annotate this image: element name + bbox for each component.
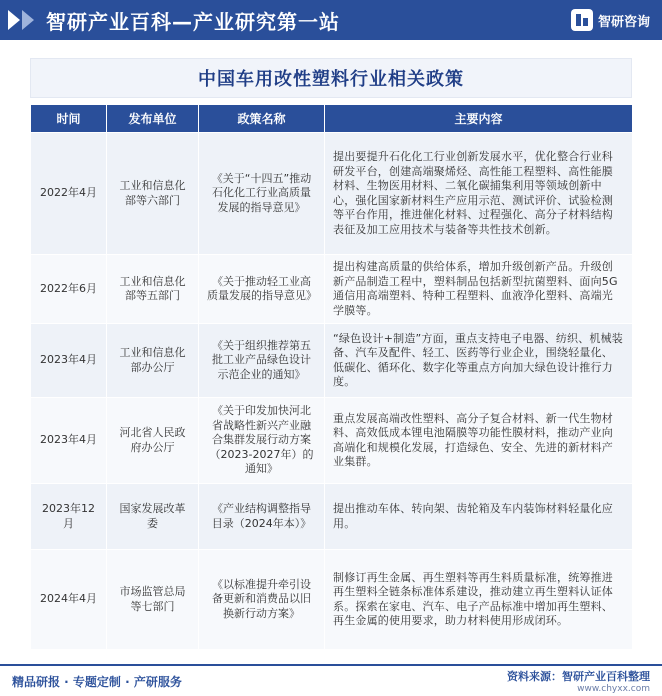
brand-logo[interactable] — [571, 9, 650, 31]
page-footer — [0, 664, 662, 696]
cell-issuer: 工业和信息化部等六部门 — [107, 133, 199, 255]
cell-policy: 《产业结构调整指导目录（2024年本）》 — [199, 484, 325, 550]
cell-issuer: 市场监管总局等七部门 — [107, 550, 199, 650]
footer-url[interactable]: www.chyxx.com — [577, 684, 650, 694]
column-header-content: 主要内容 — [325, 105, 633, 133]
cell-time: 2022年4月 — [31, 133, 107, 255]
cell-time: 2023年12月 — [31, 484, 107, 550]
footer-source-block — [507, 668, 650, 694]
footer-services: 精品研报 · 专题定制 · 产研服务 — [12, 674, 182, 689]
cell-issuer: 工业和信息化部等五部门 — [107, 255, 199, 324]
cell-issuer: 河北省人民政府办公厅 — [107, 398, 199, 484]
cell-time: 2024年4月 — [31, 550, 107, 650]
site-title: 智研产业百科—产业研究第一站 — [46, 9, 340, 34]
cell-content: 制修订再生金属、再生塑料等再生料质量标准，统筹推进再生塑料全链条标准体系建设，推动建立再生塑料认证体系。探索在家电、汽车、电子产品标准中增加再生塑料、再生金属的使用要求，助力材料使用形成闭环。 — [325, 550, 633, 650]
cell-content: 重点发展高端改性塑料、高分子复合材料、新一代生物材料、高效低成本锂电池隔膜等功能性膜材料，推动产业向高端化和规模化发展，打造绿色、安全、先进的新材料产业集群。 — [325, 398, 633, 484]
cell-time: 2023年4月 — [31, 398, 107, 484]
table-row — [31, 324, 633, 398]
policy-table — [30, 104, 633, 650]
cell-content: 提出要提升石化化工行业创新发展水平，优化整合行业科研发平台，创建高端聚烯烃、高性能工程塑料、高性能膜材料、生物医用材料、二氧化碳捕集利用等领域创新中心，强化国家新材料生产应用示范、测试评价、试验检测等平台作用，推进催化材料、过程强化、高分子材料结构表征及加工应用技术与装备等共性技术创新。 — [325, 133, 633, 255]
table-row — [31, 550, 633, 650]
footer-source: 资料来源：智研产业百科整理 — [507, 670, 650, 683]
logo-icon — [571, 9, 593, 31]
table-title: 中国车用改性塑料行业相关政策 — [30, 58, 632, 98]
cell-issuer: 工业和信息化部办公厅 — [107, 324, 199, 398]
table-row — [31, 255, 633, 324]
policy-panel — [30, 58, 632, 654]
cell-policy: 《关于组织推荐第五批工业产品绿色设计示范企业的通知》 — [199, 324, 325, 398]
logo-text: 智研咨询 — [597, 14, 650, 30]
cell-content: 提出构建高质量的供给体系，增加升级创新产品。升级创新产品制造工程中，塑料制品包括新型抗菌塑料、面向5G通信用高端塑料、特种工程塑料、血液净化塑料、高端光学膜等。 — [325, 255, 633, 324]
cell-issuer: 国家发展改革委 — [107, 484, 199, 550]
column-header-issuer: 发布单位 — [107, 105, 199, 133]
column-header-time: 时间 — [31, 105, 107, 133]
cell-policy: 《关于印发加快河北省战略性新兴产业融合集群发展行动方案（2023-2027年）的通知》 — [199, 398, 325, 484]
table-row — [31, 133, 633, 255]
page-header — [0, 0, 662, 40]
cell-policy: 《以标准提升牵引设备更新和消费品以旧换新行动方案》 — [199, 550, 325, 650]
cell-policy: 《关于“十四五”推动石化化工行业高质量发展的指导意见》 — [199, 133, 325, 255]
cell-content: 提出推动车体、转向架、齿轮箱及车内装饰材料轻量化应用。 — [325, 484, 633, 550]
column-header-policy: 政策名称 — [199, 105, 325, 133]
cell-time: 2023年4月 — [31, 324, 107, 398]
cell-content: “绿色设计+制造”方面，重点支持电子电器、纺织、机械装备、汽车及配件、轻工、医药等行业企业，围绕轻量化、低碳化、循环化、数字化等重点方向加大绿色设计推行力度。 — [325, 324, 633, 398]
table-row — [31, 484, 633, 550]
table-row — [31, 398, 633, 484]
cell-policy: 《关于推动轻工业高质量发展的指导意见》 — [199, 255, 325, 324]
cell-time: 2022年6月 — [31, 255, 107, 324]
chevron-right-icon — [8, 10, 36, 30]
table-header-row — [31, 105, 633, 133]
